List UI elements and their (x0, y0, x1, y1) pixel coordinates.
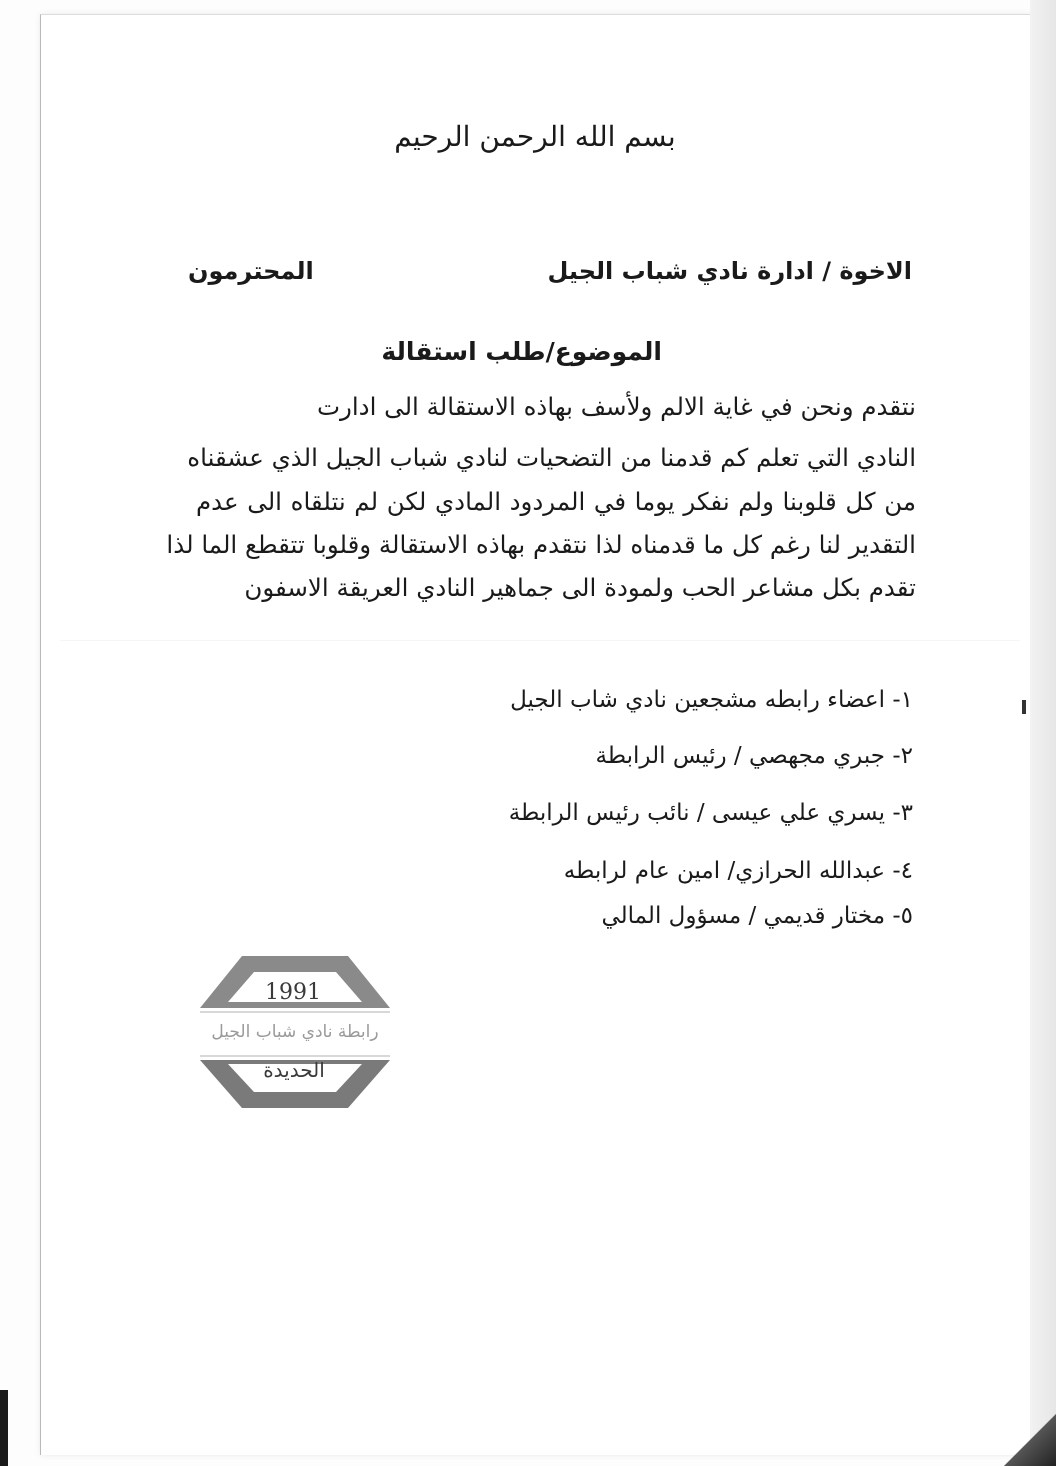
honorific: المحترمون (188, 257, 314, 285)
seal-city: الحديدة (263, 1058, 325, 1082)
signatory-item: ٥- مختار قديمي / مسؤول المالي (601, 903, 913, 929)
basmala-heading: بسم الله الرحمن الرحيم (394, 120, 676, 153)
body-line: النادي التي تعلم كم قدمنا من التضحيات لنادي شباب الجيل الذي عشقناه (187, 443, 916, 472)
paper-fold-line (60, 640, 1020, 641)
scan-edge-right (1030, 0, 1056, 1466)
signatory-item: ٢- جبري مجهصي / رئيس الرابطة (595, 743, 913, 769)
scan-corner-bottom-right (1000, 1405, 1056, 1466)
signatory-item: ٣- يسري علي عيسى / نائب رئيس الرابطة (508, 800, 913, 826)
letter-page (40, 14, 1031, 1455)
scan-edge-mark (1022, 700, 1026, 714)
seal-club-name: رابطة نادي شباب الجيل (211, 1022, 379, 1042)
body-line: تقدم بكل مشاعر الحب ولمودة الى جماهير النادي العريقة الاسفون (244, 573, 916, 602)
seal-year: 1991 (265, 980, 321, 1005)
body-line: من كل قلوبنا ولم نفكر يوما في المردود المادي لكن لم نتلقاه الى عدم (196, 487, 916, 516)
signatory-item: ١- اعضاء رابطه مشجعين نادي شاب الجيل (510, 687, 913, 713)
body-line: نتقدم ونحن في غاية الالم ولأسف بهاذه الاستقالة الى ادارت (316, 392, 916, 421)
subject-line: الموضوع/طلب استقالة (381, 337, 662, 366)
recipient-line: الاخوة / ادارة نادي شباب الجيل (547, 257, 912, 285)
signatory-item: ٤- عبدالله الحرازي/ امين عام لرابطه (563, 858, 913, 884)
body-line: التقدير لنا رغم كل ما قدمناه لذا نتقدم بهاذه الاستقالة وقلوبا تتقطع الما لذا (166, 530, 916, 559)
scan-corner-bottom-left (0, 1390, 28, 1466)
